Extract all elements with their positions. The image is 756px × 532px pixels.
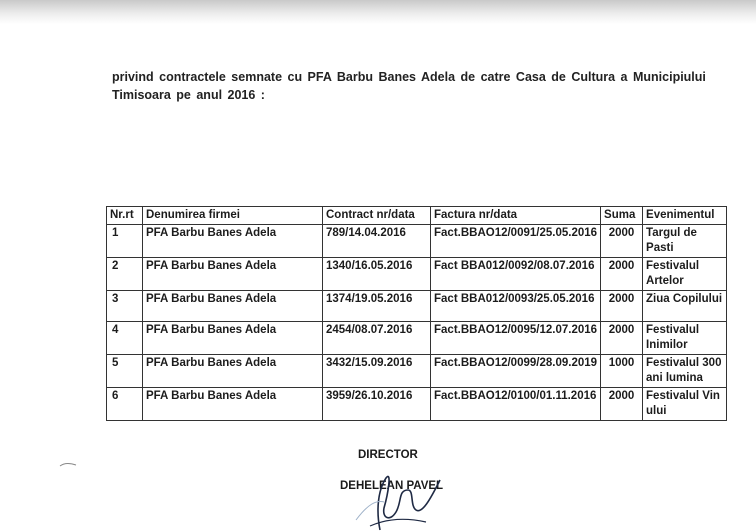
cell-nr: 1 [107, 225, 143, 258]
header-contract: Contract nr/data [323, 207, 431, 225]
cell-factura: Fact.BBAO12/0099/28.09.2019 [431, 355, 601, 388]
cell-contract: 1374/19.05.2016 [323, 291, 431, 322]
scan-smudge-mark [58, 460, 78, 470]
cell-factura: Fact.BBAO12/0100/01.11.2016 [431, 388, 601, 421]
table-row [107, 388, 727, 421]
cell-eveniment: Ziua Copilului [643, 291, 727, 322]
table-row [107, 291, 727, 322]
director-name: DEHELEAN PAVEL [340, 480, 444, 492]
cell-firma: PFA Barbu Banes Adela [143, 322, 323, 355]
cell-factura: Fact BBA012/0093/25.05.2016 [431, 291, 601, 322]
cell-suma: 2000 [601, 258, 643, 291]
cell-suma: 2000 [601, 322, 643, 355]
header-factura: Factura nr/data [431, 207, 601, 225]
cell-contract: 2454/08.07.2016 [323, 322, 431, 355]
cell-suma: 1000 [601, 355, 643, 388]
cell-eveniment: Festivalul 300 ani lumina [643, 355, 727, 388]
cell-suma: 2000 [601, 291, 643, 322]
cell-nr: 4 [107, 322, 143, 355]
cell-firma: PFA Barbu Banes Adela [143, 291, 323, 322]
cell-eveniment: Festivalul Artelor [643, 258, 727, 291]
cell-eveniment: Festivalul Inimilor [643, 322, 727, 355]
cell-suma: 2000 [601, 225, 643, 258]
scan-top-shadow [0, 0, 756, 24]
cell-nr: 6 [107, 388, 143, 421]
cell-contract: 789/14.04.2016 [323, 225, 431, 258]
header-firma: Denumirea firmei [143, 207, 323, 225]
cell-nr: 2 [107, 258, 143, 291]
director-title: DIRECTOR [358, 449, 418, 461]
intro-line-1: privind contractele semnate cu PFA Barbu Banes Adela de catre Casa de Cultura a Municipiului [112, 70, 706, 84]
cell-nr: 3 [107, 291, 143, 322]
cell-factura: Fact.BBAO12/0091/25.05.2016 [431, 225, 601, 258]
cell-firma: PFA Barbu Banes Adela [143, 225, 323, 258]
header-nr: Nr.rt [107, 207, 143, 225]
table-row [107, 225, 727, 258]
cell-firma: PFA Barbu Banes Adela [143, 388, 323, 421]
cell-eveniment: Targul de Pasti [643, 225, 727, 258]
cell-nr: 5 [107, 355, 143, 388]
contracts-table [106, 206, 727, 421]
cell-firma: PFA Barbu Banes Adela [143, 355, 323, 388]
handwritten-signature [318, 460, 448, 532]
cell-contract: 3959/26.10.2016 [323, 388, 431, 421]
cell-factura: Fact.BBAO12/0095/12.07.2016 [431, 322, 601, 355]
cell-contract: 1340/16.05.2016 [323, 258, 431, 291]
cell-eveniment: Festivalul Vin ului [643, 388, 727, 421]
cell-contract: 3432/15.09.2016 [323, 355, 431, 388]
cell-factura: Fact BBA012/0092/08.07.2016 [431, 258, 601, 291]
table-row [107, 355, 727, 388]
intro-line-2: Timisoara pe anul 2016 : [112, 88, 265, 102]
table-row [107, 322, 727, 355]
table-row [107, 258, 727, 291]
cell-suma: 2000 [601, 388, 643, 421]
header-suma: Suma [601, 207, 643, 225]
table-header-row [107, 207, 727, 225]
header-eveniment: Evenimentul [643, 207, 727, 225]
intro-text [112, 68, 712, 104]
cell-firma: PFA Barbu Banes Adela [143, 258, 323, 291]
